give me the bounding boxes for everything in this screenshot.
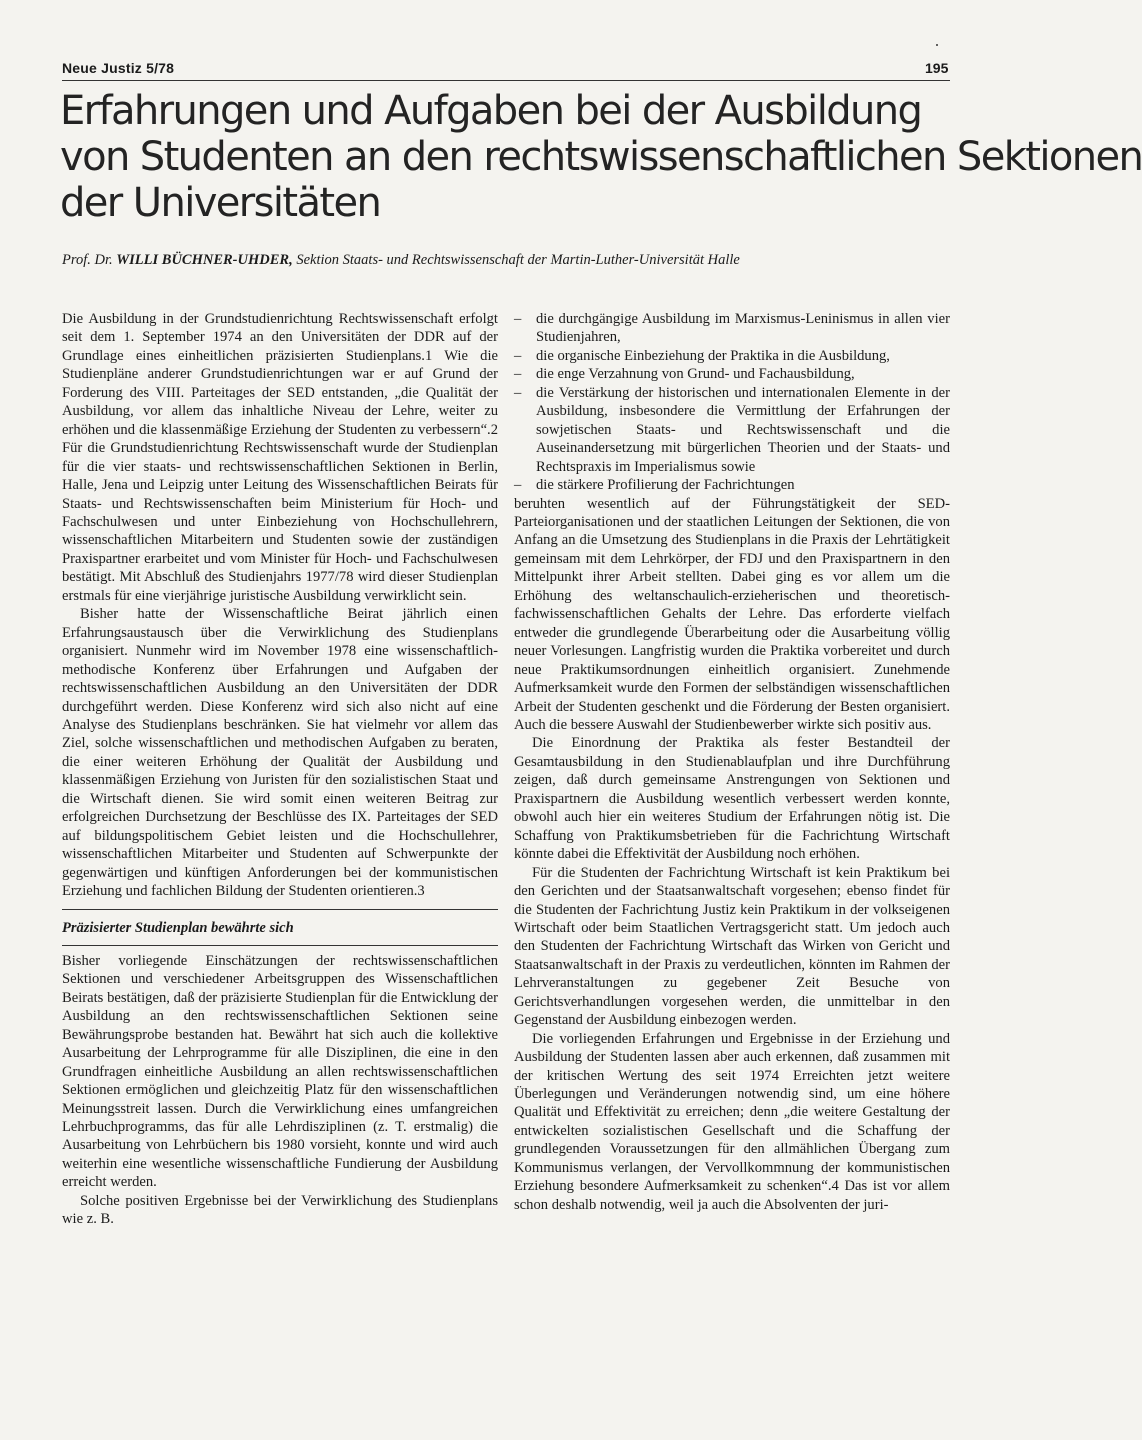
left-column (62, 310, 498, 1229)
section-rule (62, 909, 498, 910)
paragraph: Die Einordnung der Praktika als fester Bestandteil der Gesamtausbildung in den Studienablaufplan und ihre Durchführung zeigen, daß durch gemeinsame Anstrengungen von Sektionen und Praxispartnern die Ausbildung wesentlich verbessert werden konnte, obwohl auch hier ein weiteres Studium der Erfahrungen nötig ist. Die Schaffung von Praktikumsbetrieben für die Fachrichtung Wirtschaft könnte dabei die Effektivität der Ausbildung noch erhöhen. (514, 735, 950, 863)
list-item: – die enge Verzahnung von Grund- und Fachausbildung, (514, 365, 950, 383)
author-name: WILLI BÜCHNER-UHDER, (116, 252, 293, 268)
list-item: – die durchgängige Ausbildung im Marxismus-Leninismus in allen vier Studienjahren, (514, 310, 950, 347)
title-line-2: von Studenten an den rechtswissenschaftlichen Sektionen (60, 134, 1142, 180)
author-prefix: Prof. Dr. (62, 252, 113, 268)
title-line-3: der Universitäten (60, 180, 381, 226)
page-number: 195 (925, 60, 949, 76)
list-item: – die organische Einbeziehung der Praktika in die Ausbildung, (514, 347, 950, 365)
paragraph: Für die Studenten der Fachrichtung Wirtschaft ist kein Praktikum bei den Gerichten und der Staatsanwaltschaft vorgesehen; ebenso findet für die Studenten der Fachrichtung Justiz kein Praktikum in der volkseigenen Wirtschaft oder beim Staatlichen Vertragsgericht statt. Um jedoch auch den Studenten der Fachrichtung Wirtschaft das Wirken von Gericht und Staatsanwaltschaft in der Praxis zu verdeutlichen, könnten im Rahmen der Lehrveranstaltungen zu gegebener Zeit Besuche von Gerichtsverhandlungen vorgesehen werden, die unmittelbar in den Gegenstand der Ausbildung einbezogen werden. (514, 864, 950, 1029)
right-column (514, 310, 950, 1214)
paragraph: Die vorliegenden Erfahrungen und Ergebnisse in der Erziehung und Ausbildung der Studenten lassen aber auch erkennen, daß zusammen mit der kritischen Wertung des seit 1974 Erreichten jetzt weitere Überlegungen und Veränderungen notwendig sind, um eine höhere Qualität und Effektivität zu erreichen; denn „die weitere Gestaltung der entwickelten sozialistischen Gesellschaft und die Schaffung der grundlegenden Voraussetzungen für den allmählichen Übergang zum Kommunismus verlangen, der Vervollkommnung der kommunistischen Erziehung besondere Aufmerksamkeit zu schenken“.4 Das ist vor allem schon deshalb notwendig, weil ja auch die Absolventen der juri- (514, 1030, 950, 1213)
paragraph: Bisher hatte der Wissenschaftliche Beirat jährlich einen Erfahrungsaustausch über die Verwirklichung des Studienplans organisiert. Nunmehr wird im November 1978 eine wissenschaftlich-methodische Konferenz über Erfahrungen und Aufgaben der rechtswissenschaftlichen Ausbildung an den Universitäten der DDR durchgeführt werden. Diese Konferenz wird sich also nicht auf eine Analyse des Studienplans beschränken. Sie hat vielmehr vor allem das Ziel, solche wissenschaftlichen und methodischen Aufgaben zu beraten, die einer weiteren Erhöhung der Qualität der Ausbildung und klassenmäßigen Erziehung von Juristen für den sozialistischen Staat und die Wirtschaft dienen. Sie wird somit einen weiteren Beitrag zur erfolgreichen Durchsetzung der Beschlüsse des IX. Parteitages der SED auf bildungspolitischem Gebiet leisten und die Hochschullehrer, wissenschaftlichen Mitarbeiter und Studenten auf Schwerpunkte der gegenwärtigen und künftigen Anforderungen bei der kommunistischen Erziehung und fachlichen Bildung der Studenten orientieren.3 (62, 606, 498, 900)
section-heading: Präzisierter Studienplan bewährte sich (62, 919, 498, 946)
specks (936, 44, 938, 46)
header-rule (62, 80, 950, 81)
article-title (60, 88, 1142, 226)
paragraph: Solche positiven Ergebnisse bei der Verwirklichung des Studienplans wie z. B. (62, 1192, 498, 1228)
author-byline (62, 252, 942, 269)
paragraph: beruhten wesentlich auf der Führungstätigkeit der SED-Parteiorganisationen und der staatlichen Leitungen der Sektionen, die von Anfang an die Umsetzung des Studienplans in die Praxis der Lehrtätigkeit gemeinsam mit dem Lehrkörper, der FDJ und den Praxispartnern in den Mittelpunkt ihrer Arbeit stellten. Dabei ging es vor allem um die Erhöhung des weltanschaulich-erzieherischen und theoretisch-fachwissenschaftlichen Gehalts der Lehre. Das erforderte vielfach entweder die grundlegende Überarbeitung oder die Ausarbeitung völlig neuer Vorlesungen. Langfristig wurden die Praktika vorbereitet und durch neue Praktikumsordnungen einheitlich organisiert. Zunehmende Aufmerksamkeit wurde den Formen der selbständigen wissenschaftlichen Arbeit der Studenten geschenkt und die Förderung der Besten organisiert. Auch die bessere Auswahl der Studienbewerber wirkte sich positiv aus. (514, 495, 950, 733)
paragraph: Bisher vorliegende Einschätzungen der rechtswissenschaftlichen Sektionen und verschiedener Arbeitsgruppen des Wissenschaftlichen Beirats bestätigen, daß der präzisierte Studienplan für die Entwicklung der Ausbildung an den rechtswissenschaftlichen Sektionen seine Bewährungsprobe bestanden hat. Bewährt hat sich auch die kollektive Ausarbeitung der Lehrprogramme für alle Disziplinen, die eine in den Grundfragen einheitliche Ausbildung an allen rechtswissenschaftlichen Sektionen ermöglichen und gleichzeitig Platz für den wissenschaftlichen Meinungsstreit lassen. Durch die Verwirklichung eines umfangreichen Lehrbuchprogramms, das für alle Lehrdisziplinen (z. T. erstmalig) die Ausarbeitung von Lehrbüchern bis 1980 vorsieht, konnte und wird auch weiterhin eine wesentliche wissenschaftliche Fundierung der Ausbildung erreicht werden. (62, 952, 498, 1191)
paragraph: Die Ausbildung in der Grundstudienrichtung Rechtswissenschaft erfolgt seit dem 1. September 1974 an den Universitäten der DDR auf der Grundlage eines einheitlichen präzisierten Studienplans.1 Wie die Studienpläne anderer Grundstudienrichtungen war er auf Grund der Forderung des VIII. Parteitages der SED entstanden, „die Qualität der Ausbildung, vor allem das inhaltliche Niveau der Lehre, weiter zu erhöhen und die klassenmäßige Erziehung der Studenten zu verbessern“.2 Für die Grundstudienrichtung Rechtswissenschaft wurde der Studienplan für die vier staats- und rechtswissenschaftlichen Sektionen in Berlin, Halle, Jena und Leipzig unter Leitung des Wissenschaftlichen Beirats für Staats- und Rechtswissenschaften beim Ministerium für Hoch- und Fachschulwesen und unter Einbeziehung von Hochschullehrern, wissenschaftlichen Mitarbeitern und Studenten sowie der zuständigen Praxispartner erarbeitet und vom Minister für Hoch- und Fachschulwesen bestätigt. Mit Abschluß des Studienjahrs 1977/78 wird dieser Studienplan erstmals für eine vierjährige juristische Ausbildung verwirklicht sein. (62, 311, 498, 604)
achievement-list (514, 310, 950, 495)
list-item: – die Verstärkung der historischen und internationalen Elemente in der Ausbildung, insbesondere die Vermittlung der Erfahrungen der sowjetischen Staats- und Rechtswissenschaft und die Auseinandersetzung mit bürgerlichen Theorien und der Staats- und Rechtspraxis im Imperialismus sowie (514, 384, 950, 476)
title-line-1: Erfahrungen und Aufgaben bei der Ausbildung (60, 88, 922, 134)
author-affiliation: Sektion Staats- und Rechtswissenschaft der Martin-Luther-Universität Halle (296, 252, 740, 268)
journal-header: Neue Justiz 5/78 (62, 60, 175, 76)
list-item: – die stärkere Profilierung der Fachrichtungen (514, 476, 950, 494)
